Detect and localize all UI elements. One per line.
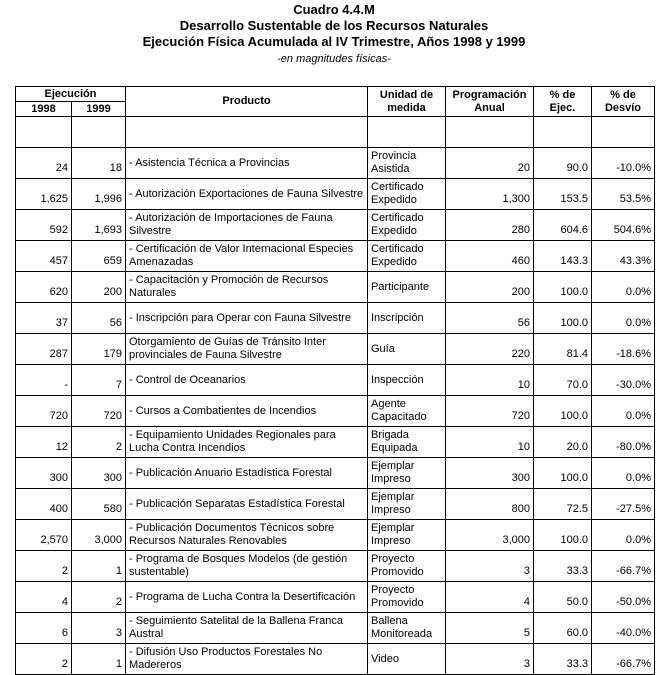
spacer-cell (368, 117, 446, 148)
table-row (16, 520, 655, 551)
cell-1998: 12 (16, 427, 72, 458)
spacer-row (16, 117, 655, 148)
cell-pct-desvio: 0.0% (592, 458, 655, 489)
cell-1999: 2 (72, 427, 126, 458)
cell-pct-desvio: -40.0% (592, 613, 655, 644)
cell-1998: 720 (16, 396, 72, 427)
cell-unidad: Ballena Monitoreada (368, 613, 446, 644)
cell-pct-ejec: 20.0 (534, 427, 592, 458)
cell-programacion: 56 (446, 303, 534, 334)
table-row (16, 272, 655, 303)
cell-pct-ejec: 153.5 (534, 179, 592, 210)
cell-unidad: Provincia Asistida (368, 148, 446, 179)
cell-pct-ejec: 604.6 (534, 210, 592, 241)
cell-1998: 620 (16, 272, 72, 303)
table-row (16, 613, 655, 644)
table-row (16, 427, 655, 458)
cell-producto: - Capacitación y Promoción de Recursos Naturales (126, 272, 368, 303)
cell-unidad: Brigada Equipada (368, 427, 446, 458)
cell-unidad: Ejemplar Impreso (368, 458, 446, 489)
table-row (16, 148, 655, 179)
cell-producto: - Control de Oceanarios (126, 365, 368, 396)
cell-pct-ejec: 143.3 (534, 241, 592, 272)
cell-pct-ejec: 81.4 (534, 334, 592, 365)
cell-pct-desvio: 0.0% (592, 396, 655, 427)
cell-producto: - Seguimiento Satelital de la Ballena Franca Austral (126, 613, 368, 644)
cell-pct-desvio: -10.0% (592, 148, 655, 179)
cell-1998: - (16, 365, 72, 396)
cell-pct-desvio: -18.6% (592, 334, 655, 365)
cell-1998: 300 (16, 458, 72, 489)
cell-programacion: 20 (446, 148, 534, 179)
header-unidad: Unidad de medida (368, 87, 446, 117)
cell-pct-desvio: 504.6% (592, 210, 655, 241)
cell-pct-desvio: -66.7% (592, 644, 655, 675)
cell-programacion: 3 (446, 644, 534, 675)
cell-unidad: Video (368, 644, 446, 675)
cell-1999: 3 (72, 613, 126, 644)
cell-pct-ejec: 100.0 (534, 458, 592, 489)
execution-table (15, 86, 655, 675)
cell-1998: 287 (16, 334, 72, 365)
cell-programacion: 720 (446, 396, 534, 427)
cell-producto: - Programa de Bosques Modelos (de gestión sustentable) (126, 551, 368, 582)
cell-1998: 4 (16, 582, 72, 613)
cell-pct-ejec: 100.0 (534, 303, 592, 334)
cell-producto: - Autorización Exportaciones de Fauna Silvestre (126, 179, 368, 210)
cell-unidad: Certificado Expedido (368, 241, 446, 272)
cell-producto: - Difusión Uso Productos Forestales No Madereros (126, 644, 368, 675)
units-note: -en magnitudes físicas- (277, 53, 391, 65)
cell-producto: - Publicación Documentos Técnicos sobre Recursos Naturales Renovables (126, 520, 368, 551)
cell-pct-ejec: 72.5 (534, 489, 592, 520)
cell-producto: - Asistencia Técnica a Provincias (126, 148, 368, 179)
cell-pct-desvio: 43.3% (592, 241, 655, 272)
cell-unidad: Agente Capacitado (368, 396, 446, 427)
cell-programacion: 220 (446, 334, 534, 365)
cell-producto: - Cursos a Combatientes de Incendios (126, 396, 368, 427)
cell-pct-desvio: 53.5% (592, 179, 655, 210)
cell-unidad: Proyecto Promovido (368, 551, 446, 582)
header-ejecucion: Ejecución (16, 87, 126, 102)
cell-producto: - Programa de Lucha Contra la Desertificación (126, 582, 368, 613)
cell-programacion: 200 (446, 272, 534, 303)
table-row (16, 551, 655, 582)
spacer-cell (72, 117, 126, 148)
cell-producto: - Equipamiento Unidades Regionales para Lucha Contra Incendios (126, 427, 368, 458)
cell-pct-desvio: 0.0% (592, 520, 655, 551)
cell-producto: Otorgamiento de Guías de Tránsito Inter provinciales de Fauna Silvestre (126, 334, 368, 365)
cell-pct-ejec: 33.3 (534, 551, 592, 582)
cell-unidad: Certificado Expedido (368, 179, 446, 210)
cell-pct-desvio: 0.0% (592, 272, 655, 303)
table-title: Desarrollo Sustentable de los Recursos Naturales (179, 18, 489, 33)
cell-unidad: Ejemplar Impreso (368, 489, 446, 520)
table-row (16, 179, 655, 210)
cell-pct-ejec: 100.0 (534, 396, 592, 427)
header-pct-ejec: % de Ejec. (534, 87, 592, 117)
cell-programacion: 5 (446, 613, 534, 644)
cell-unidad: Inscripción (368, 303, 446, 334)
table-row (16, 334, 655, 365)
table-number: Cuadro 4.4.M (293, 2, 375, 17)
cell-programacion: 1,300 (446, 179, 534, 210)
cell-unidad: Proyecto Promovido (368, 582, 446, 613)
header-producto: Producto (126, 87, 368, 117)
table-body (16, 117, 655, 675)
cell-1999: 200 (72, 272, 126, 303)
cell-unidad: Inspección (368, 365, 446, 396)
cell-unidad: Ejemplar Impreso (368, 520, 446, 551)
cell-programacion: 3 (446, 551, 534, 582)
cell-1999: 720 (72, 396, 126, 427)
spacer-cell (446, 117, 534, 148)
header-programacion: Programación Anual (446, 87, 534, 117)
cell-programacion: 300 (446, 458, 534, 489)
cell-1998: 37 (16, 303, 72, 334)
cell-1999: 3,000 (72, 520, 126, 551)
cell-1998: 24 (16, 148, 72, 179)
header-1999: 1999 (72, 102, 126, 117)
cell-producto: - Autorización de Importaciones de Fauna Silvestre (126, 210, 368, 241)
cell-1998: 6 (16, 613, 72, 644)
table-row (16, 489, 655, 520)
cell-pct-desvio: -27.5% (592, 489, 655, 520)
cell-pct-ejec: 90.0 (534, 148, 592, 179)
table-subtitle: Ejecución Física Acumulada al IV Trimestre, Años 1998 y 1999 (142, 34, 526, 49)
cell-programacion: 800 (446, 489, 534, 520)
cell-1998: 400 (16, 489, 72, 520)
cell-programacion: 4 (446, 582, 534, 613)
cell-1999: 1 (72, 551, 126, 582)
cell-1999: 179 (72, 334, 126, 365)
spacer-cell (16, 117, 72, 148)
cell-programacion: 10 (446, 365, 534, 396)
cell-1999: 659 (72, 241, 126, 272)
cell-producto: - Publicación Anuario Estadística Forestal (126, 458, 368, 489)
spacer-cell (534, 117, 592, 148)
table-row (16, 303, 655, 334)
cell-pct-ejec: 70.0 (534, 365, 592, 396)
spacer-cell (592, 117, 655, 148)
header-1998: 1998 (16, 102, 72, 117)
table-row (16, 210, 655, 241)
cell-pct-ejec: 50.0 (534, 582, 592, 613)
cell-unidad: Certificado Expedido (368, 210, 446, 241)
cell-programacion: 10 (446, 427, 534, 458)
cell-producto: - Publicación Separatas Estadística Forestal (126, 489, 368, 520)
cell-1998: 2 (16, 551, 72, 582)
cell-unidad: Participante (368, 272, 446, 303)
cell-1998: 457 (16, 241, 72, 272)
cell-programacion: 3,000 (446, 520, 534, 551)
cell-1998: 1,625 (16, 179, 72, 210)
cell-1999: 1,996 (72, 179, 126, 210)
table-row (16, 396, 655, 427)
cell-1999: 1 (72, 644, 126, 675)
cell-1998: 2 (16, 644, 72, 675)
cell-1999: 1,693 (72, 210, 126, 241)
header-pct-desvio: % de Desvío (592, 87, 655, 117)
cell-pct-desvio: -50.0% (592, 582, 655, 613)
cell-pct-ejec: 60.0 (534, 613, 592, 644)
table-row (16, 458, 655, 489)
cell-pct-desvio: -80.0% (592, 427, 655, 458)
cell-unidad: Guía (368, 334, 446, 365)
cell-programacion: 460 (446, 241, 534, 272)
cell-producto: - Inscripción para Operar con Fauna Silvestre (126, 303, 368, 334)
cell-pct-desvio: 0.0% (592, 303, 655, 334)
spacer-cell (126, 117, 368, 148)
cell-1999: 580 (72, 489, 126, 520)
cell-programacion: 280 (446, 210, 534, 241)
cell-pct-ejec: 33.3 (534, 644, 592, 675)
table-row (16, 644, 655, 675)
table-row (16, 365, 655, 396)
table-row (16, 241, 655, 272)
cell-pct-desvio: -66.7% (592, 551, 655, 582)
cell-producto: - Certificación de Valor Internacional Especies Amenazadas (126, 241, 368, 272)
cell-1998: 2,570 (16, 520, 72, 551)
cell-1999: 18 (72, 148, 126, 179)
cell-1998: 592 (16, 210, 72, 241)
cell-1999: 7 (72, 365, 126, 396)
cell-pct-ejec: 100.0 (534, 520, 592, 551)
cell-1999: 300 (72, 458, 126, 489)
cell-1999: 56 (72, 303, 126, 334)
cell-pct-ejec: 100.0 (534, 272, 592, 303)
cell-pct-desvio: -30.0% (592, 365, 655, 396)
cell-1999: 2 (72, 582, 126, 613)
table-row (16, 582, 655, 613)
